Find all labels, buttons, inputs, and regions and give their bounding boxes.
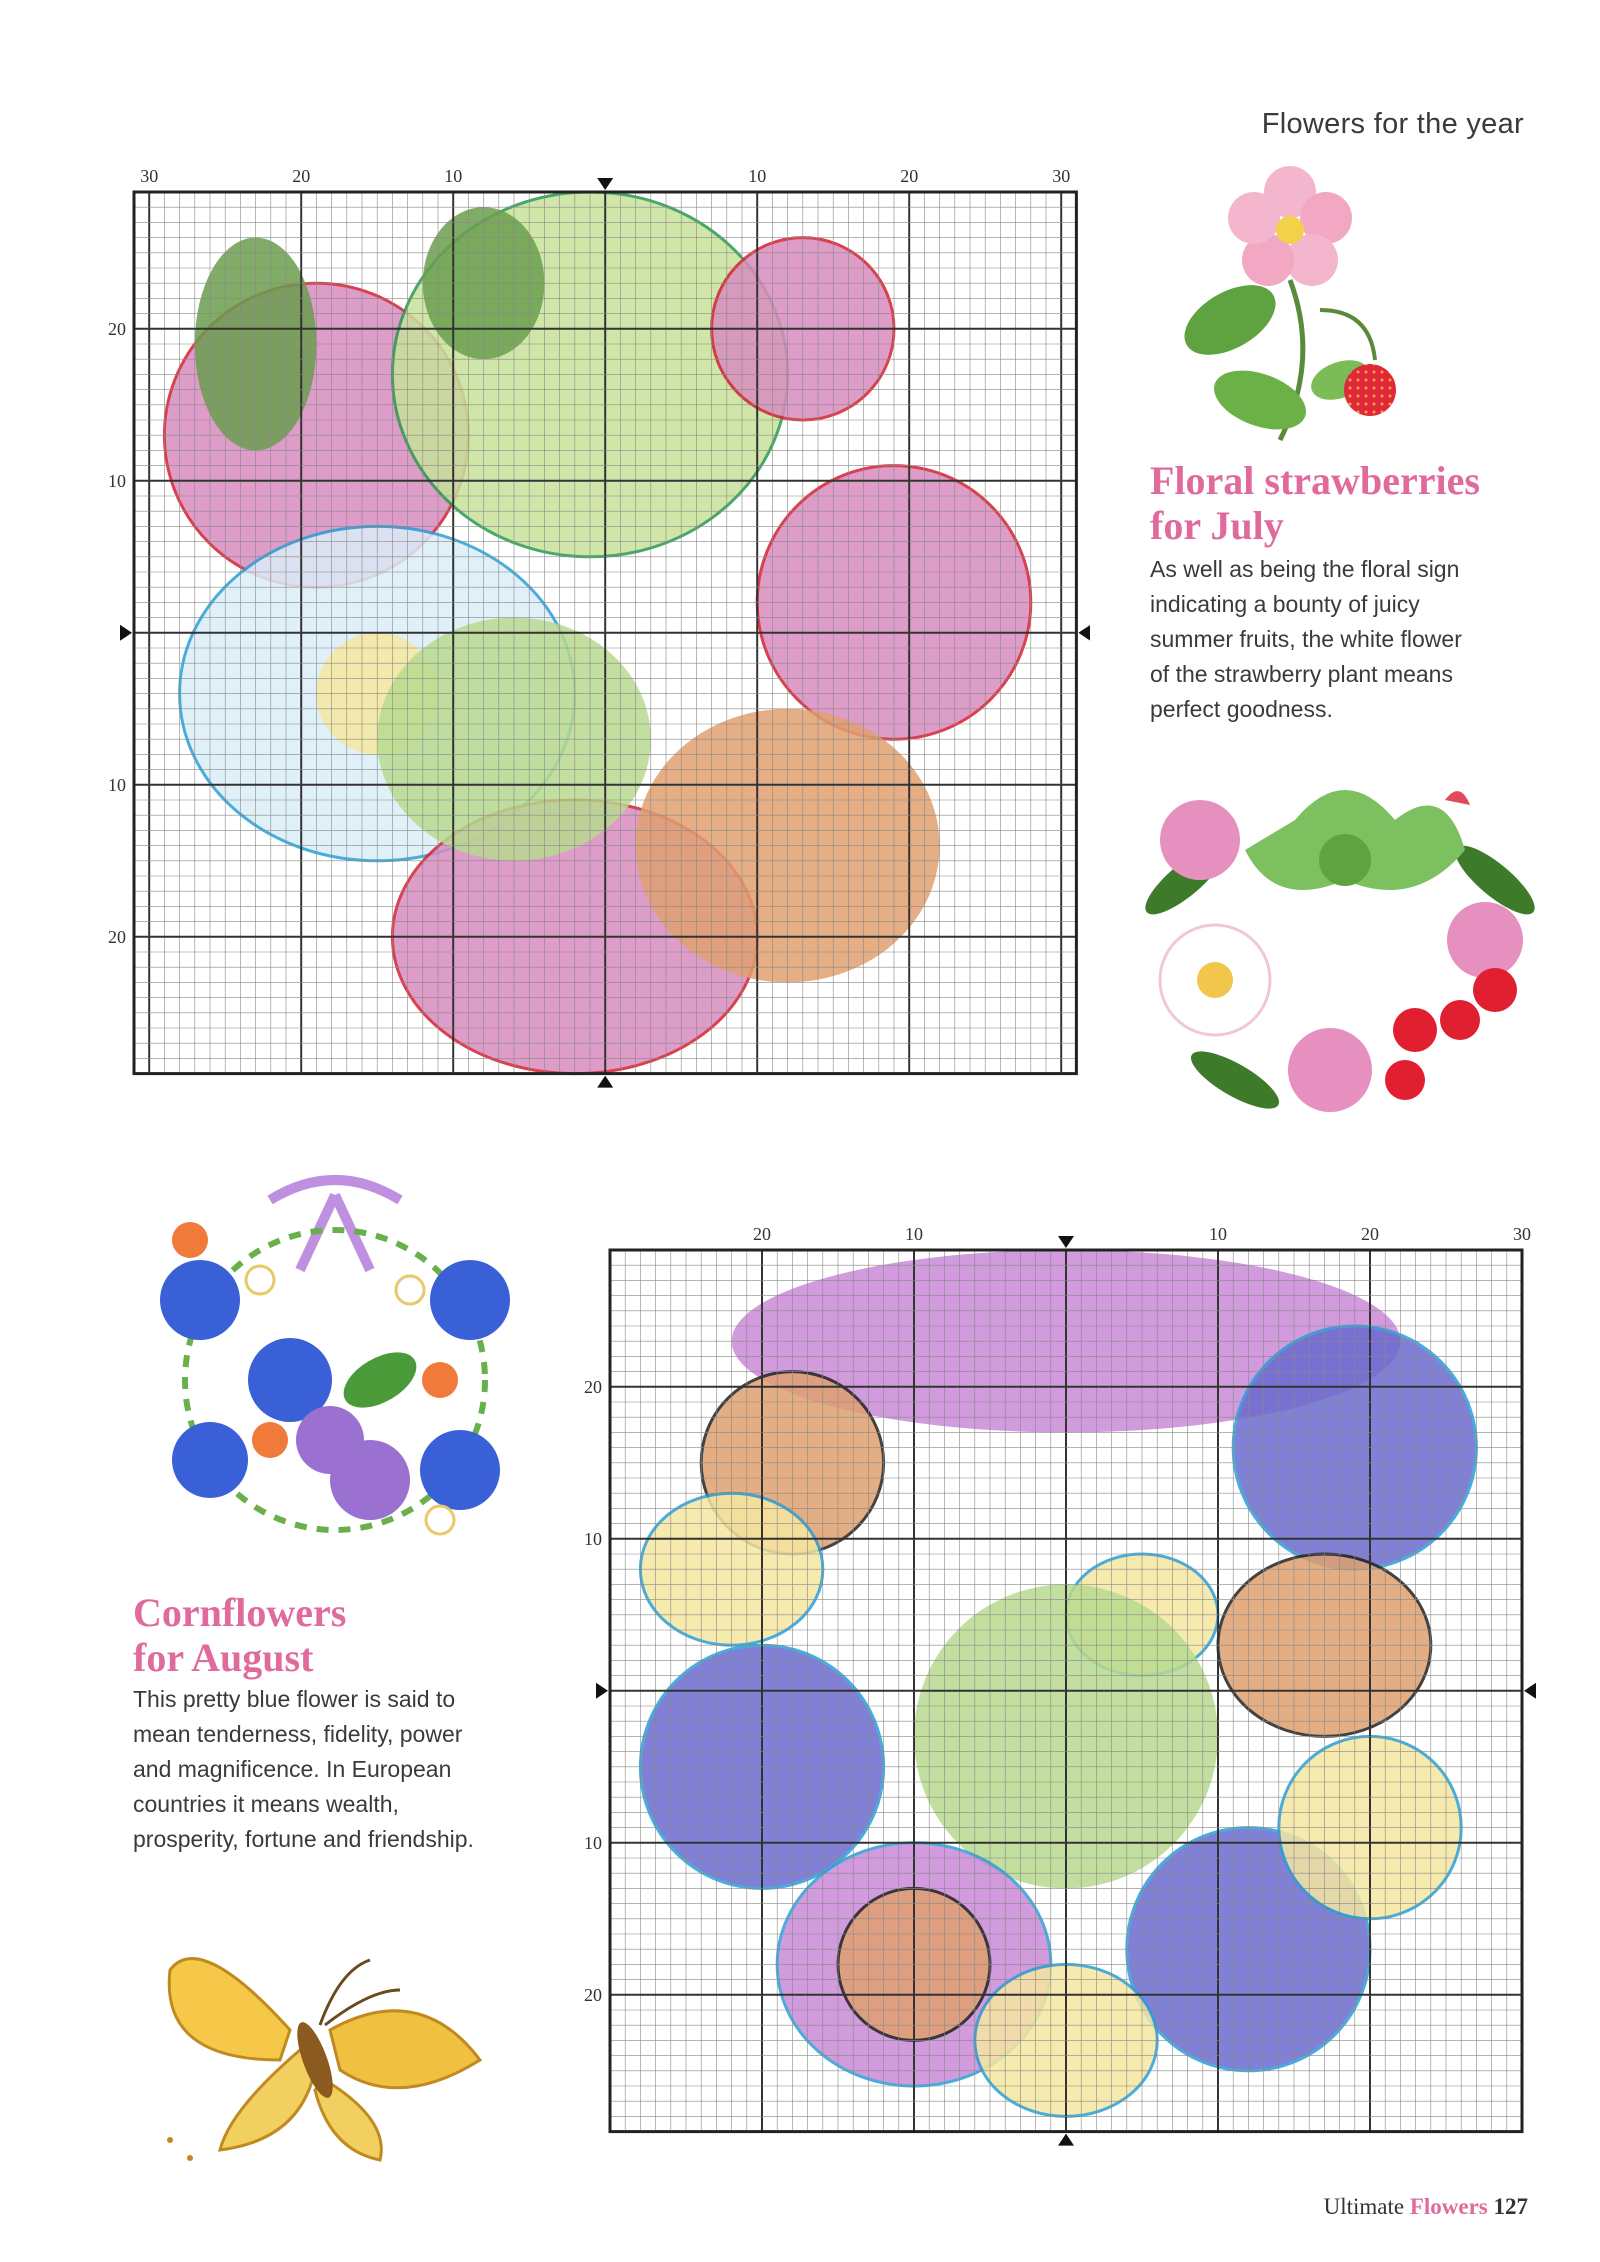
july-heading-line2: for July	[1150, 503, 1284, 548]
august-text-line: prosperity, fortune and friendship.	[133, 1826, 474, 1852]
august-heading	[133, 1590, 346, 1680]
july-center-arrow	[120, 625, 132, 641]
august-chart	[580, 1220, 1550, 2160]
august-gridlines	[610, 1250, 1522, 2132]
july-text-line: indicating a bounty of juicy	[1150, 591, 1420, 617]
july-text-line: As well as being the floral sign	[1150, 556, 1460, 582]
august-pattern-grid	[580, 1220, 1550, 2160]
august-side-tick-label: 20	[584, 1376, 602, 1397]
footer-brand-plain: Ultimate	[1323, 2194, 1405, 2219]
august-side-tick-label: 10	[584, 1528, 602, 1549]
august-side-tick-label: 20	[584, 1984, 602, 2005]
august-center-arrow	[1058, 1236, 1074, 1248]
strawberry-bouquet-illustration	[1115, 760, 1560, 1160]
july-center-arrow	[597, 178, 613, 190]
august-center-arrow	[1058, 2134, 1074, 2146]
august-heading-line1: Cornflowers	[133, 1590, 347, 1635]
july-top-tick-label: 30	[1052, 170, 1071, 186]
august-center-arrow	[596, 1683, 608, 1699]
running-header: Flowers for the year	[1261, 108, 1524, 140]
page-number: 127	[1493, 2194, 1528, 2219]
august-center-arrow	[1524, 1683, 1536, 1699]
august-text-line: This pretty blue flower is said to	[133, 1686, 456, 1712]
yellow-butterfly-illustration	[140, 1910, 500, 2170]
july-chart	[100, 170, 1090, 1110]
footer-brand-accent: Flowers	[1409, 2194, 1488, 2219]
july-description	[1150, 552, 1570, 727]
strawberry-flower-illustration	[1170, 160, 1410, 450]
cornflower-wreath-illustration	[120, 1140, 550, 1560]
july-side-tick-label: 10	[108, 774, 126, 795]
july-top-tick-label: 10	[748, 170, 767, 186]
july-top-tick-label: 30	[140, 170, 159, 186]
july-pattern-grid	[100, 170, 1090, 1110]
august-side-tick-label: 10	[584, 1832, 602, 1853]
page-footer	[1324, 2194, 1528, 2220]
august-top-tick-label: 10	[905, 1224, 923, 1244]
august-text-line: mean tenderness, fidelity, power	[133, 1721, 463, 1747]
august-top-tick-label: 30	[1513, 1224, 1531, 1244]
july-heading	[1150, 458, 1480, 548]
july-heading-line1: Floral strawberries	[1150, 458, 1480, 503]
july-text-line: summer fruits, the white flower	[1150, 626, 1462, 652]
august-description	[133, 1682, 573, 1857]
august-text-line: countries it means wealth,	[133, 1791, 399, 1817]
july-text-line: perfect goodness.	[1150, 696, 1333, 722]
july-top-tick-label: 20	[292, 170, 311, 186]
july-top-tick-label: 10	[444, 170, 463, 186]
july-side-tick-label: 10	[108, 470, 126, 491]
august-heading-line2: for August	[133, 1635, 314, 1680]
july-side-tick-label: 20	[108, 926, 126, 947]
july-center-arrow	[597, 1076, 613, 1088]
august-top-tick-label: 10	[1209, 1224, 1227, 1244]
july-side-tick-label: 20	[108, 318, 126, 339]
july-text-line: of the strawberry plant means	[1150, 661, 1453, 687]
august-text-line: and magnificence. In European	[133, 1756, 452, 1782]
august-top-tick-label: 20	[753, 1224, 771, 1244]
july-top-tick-label: 20	[900, 170, 919, 186]
july-center-arrow	[1078, 625, 1090, 641]
august-top-tick-label: 20	[1361, 1224, 1379, 1244]
